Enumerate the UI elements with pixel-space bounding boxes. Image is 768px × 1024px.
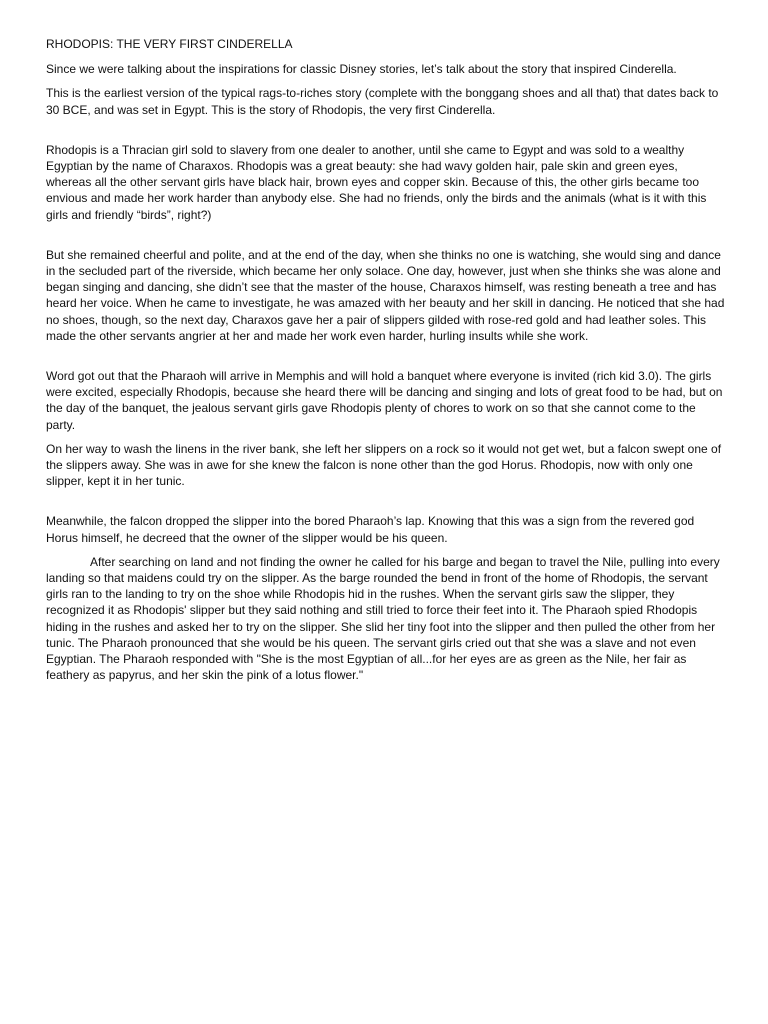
paragraph-background: This is the earliest version of the typical rags-to-riches story (complete with the bonggang shoes and all that) that dates back to 30 BCE, and was set in Egypt. This is the story of Rhodopis, the very first Cinderella. bbox=[46, 86, 719, 117]
paragraph-rhodopis-description: Rhodopis is a Thracian girl sold to slavery from one dealer to another, until she came to Egypt and was sold to a wealthy Egyptian by the name of Charaxos. Rhodopis was a great beauty: she had wavy golden hair, pale skin and green eyes, whereas all the other servant girls have black hair, brown eyes and copper skin. Because of this, the other girls became too envious and made her work harder than anybody else. She had no friends, only the birds and the animals (what is it with this girls and friendly “birds”, right?) bbox=[46, 142, 707, 222]
paragraph-slippers: But she remained cheerful and polite, and at the end of the day, when she thinks no one is watching, she would sing and dance in the secluded part of the riverside, which became her only solace. One day, however, just when she thinks she was alone and began singing and dancing, she didn’t see that the master of the house, Charaxos himself, was resting beneath a tree and has heard her voice. When he came to investigate, he was amazed with her beauty and her skill in dancing. He noticed that she had no shoes, though, so the next day, Charaxos gave her a pair of slippers gilded with rose-red gold and had leather soles. This made the other servants angrier at her and made her work even harder, hurling insults while she work. bbox=[46, 247, 725, 343]
paragraph-pharaoh-decree: Meanwhile, the falcon dropped the slipper into the bored Pharaoh’s lap. Knowing that this was a sign from the revered god Horus himself, he decreed that the owner of the slipper would be his queen. bbox=[46, 514, 695, 545]
paragraph-search-ending: After searching on land and not finding the owner he called for his barge and began to travel the Nile, pulling into every landing so that maidens could try on the slipper. As the barge rounded the bend in front of the home of Rhodopis, the servant girls ran to the landing to try on the shoe while Rhodopis hid in the rushes. When the servant girls saw the slipper, they recognized it as Rhodopis' slipper but they said nothing and still tried to force their feet into it. The Pharaoh spied Rhodopis hiding in the rushes and asked her to try on the slipper. She slid her tiny foot into the slipper and then pulled the other from her tunic. The Pharaoh pronounced that she would be his queen. The servant girls cried out that she was a slave and not even Egyptian. The Pharaoh responded with "She is the most Egyptian of all...for her eyes are as green as the Nile, her fair as feathery as papyrus, and her skin the pink of a lotus flower." bbox=[46, 554, 720, 683]
paragraph-banquet: Word got out that the Pharaoh will arrive in Memphis and will hold a banquet where everyone is invited (rich kid 3.0). The girls were excited, especially Rhodopis, because she heard there will be dancing and singing and lots of great food to be had, but on the day of the banquet, the jealous servant girls gave Rhodopis plenty of chores to work on so that she cannot come to the party. bbox=[46, 369, 723, 432]
document-title: RHODOPIS: THE VERY FIRST CINDERELLA bbox=[46, 37, 293, 51]
paragraph-intro: Since we were talking about the inspirations for classic Disney stories, let’s talk about the story that inspired Cinderella. bbox=[46, 62, 677, 77]
paragraph-falcon: On her way to wash the linens in the river bank, she left her slippers on a rock so it would not get wet, but a falcon swept one of the slippers away. She was in awe for she knew the falcon is none other than the god Horus. Rhodopis, now with only one slipper, kept it in her tunic. bbox=[46, 441, 722, 489]
document-page bbox=[46, 36, 726, 692]
